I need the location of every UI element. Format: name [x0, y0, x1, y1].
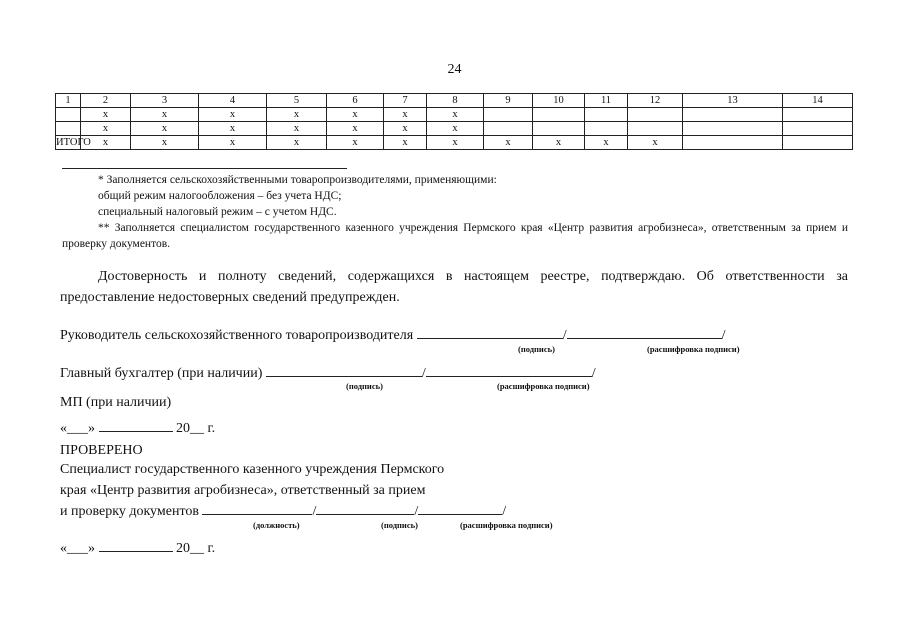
page-number: 24 [447, 62, 462, 77]
table-cell: х [199, 136, 267, 150]
table-cell: х [267, 136, 327, 150]
table-cell [56, 122, 81, 136]
accountant-decode-caption: (расшифровка подписи) [497, 381, 590, 391]
accountant-signature-decode-field[interactable] [426, 364, 592, 377]
table-total-row [56, 136, 853, 150]
table-cell: х [384, 122, 427, 136]
table-cell: х [81, 122, 131, 136]
table-cell [628, 108, 683, 122]
table-cell: х [384, 136, 427, 150]
date-line-2 [60, 539, 215, 557]
table-cell: 5 [267, 94, 327, 108]
footnote-1-general-regime: общий режим налогообложения – без учета НДС; [98, 190, 342, 202]
table-cell: х [267, 108, 327, 122]
date-quote-open: « [60, 541, 67, 556]
confirmation-statement: Достоверность и полноту сведений, содержащихся в настоящем реестре, подтверждаю. Об ответственности за предоставление недостоверных сведений предупрежден. [60, 269, 848, 305]
table-cell [56, 108, 81, 122]
date-month-field[interactable] [99, 539, 173, 552]
specialist-decode-field[interactable] [418, 502, 502, 515]
footnote-separator [62, 168, 347, 169]
head-decode-caption: (расшифровка подписи) [647, 344, 740, 354]
table-cell [783, 122, 853, 136]
table-row [56, 108, 853, 122]
table-cell [585, 122, 628, 136]
head-label: Руководитель сельскохозяйственного товаропроизводителя [60, 328, 414, 343]
table-cell [585, 108, 628, 122]
separator: / [502, 504, 507, 519]
table-cell [484, 108, 533, 122]
table-cell: ИТОГО [56, 137, 91, 148]
table-cell: 14 [783, 94, 853, 108]
date-quote-close: » [88, 421, 95, 436]
verified-specialist-line-3: и проверку документов [60, 504, 199, 519]
table-cell: х [327, 122, 384, 136]
registry-table-body [56, 94, 853, 150]
date-line-1 [60, 419, 215, 437]
table-cell: 6 [327, 94, 384, 108]
table-cell [533, 108, 585, 122]
table-cell: 8 [427, 94, 484, 108]
date-month-field[interactable] [99, 419, 173, 432]
table-cell: х [199, 108, 267, 122]
table-cell: х [533, 136, 585, 150]
table-cell: х [131, 108, 199, 122]
specialist-decode-caption: (расшифровка подписи) [460, 520, 553, 530]
table-cell: 3 [131, 94, 199, 108]
table-cell [683, 136, 783, 150]
head-signature-line [60, 326, 725, 344]
date-quote-open: « [60, 421, 67, 436]
verified-heading: ПРОВЕРЕНО [60, 443, 143, 458]
table-cell: 1 [56, 94, 81, 108]
date-year: 20__ г. [176, 541, 216, 556]
table-cell: 11 [585, 94, 628, 108]
accountant-signature-field[interactable] [266, 364, 422, 377]
date-day-blank: ___ [67, 541, 88, 556]
table-cell: х [81, 108, 131, 122]
date-day-blank: ___ [67, 421, 88, 436]
separator: / [591, 366, 596, 381]
table-cell: 2 [81, 94, 131, 108]
accountant-signature-line [60, 364, 596, 382]
table-cell: х [199, 122, 267, 136]
separator: / [421, 366, 426, 381]
table-header-row [56, 94, 853, 108]
separator: / [312, 504, 317, 519]
table-cell: х [327, 136, 384, 150]
seal-label: МП (при наличии) [60, 395, 172, 410]
table-row [56, 122, 853, 136]
table-cell: х [81, 136, 131, 150]
table-cell [683, 108, 783, 122]
accountant-label: Главный бухгалтер (при наличии) [60, 366, 263, 381]
table-cell: х [131, 122, 199, 136]
accountant-signature-caption: (подпись) [346, 381, 383, 391]
specialist-position-caption: (должность) [253, 520, 300, 530]
table-cell [628, 122, 683, 136]
table-cell: х [327, 108, 384, 122]
table-cell: х [384, 108, 427, 122]
footnote-1-special-regime: специальный налоговый режим – с учетом НДС. [98, 206, 337, 218]
table-cell: 7 [384, 94, 427, 108]
verified-specialist-line-1: Специалист государственного казенного учреждения Пермского [60, 462, 445, 477]
table-cell: х [131, 136, 199, 150]
table-cell: 13 [683, 94, 783, 108]
separator: / [414, 504, 419, 519]
table-cell: х [427, 122, 484, 136]
footnote-1: * Заполняется сельскохозяйственными товаропроизводителями, применяющими: [98, 174, 497, 186]
specialist-signature-caption: (подпись) [381, 520, 418, 530]
specialist-position-field[interactable] [202, 502, 312, 515]
separator: / [562, 328, 567, 343]
table-cell: 9 [484, 94, 533, 108]
table-cell: х [484, 136, 533, 150]
registry-table [55, 93, 853, 150]
verified-specialist-line-2: края «Центр развития агробизнеса», ответственный за прием [60, 483, 426, 498]
table-cell: х [267, 122, 327, 136]
date-quote-close: » [88, 541, 95, 556]
table-cell: х [427, 136, 484, 150]
head-signature-decode-field[interactable] [567, 326, 722, 339]
specialist-signature-field[interactable] [316, 502, 414, 515]
table-cell [484, 122, 533, 136]
footnotes [62, 172, 848, 252]
table-cell: х [585, 136, 628, 150]
head-signature-caption: (подпись) [518, 344, 555, 354]
table-cell: 12 [628, 94, 683, 108]
table-cell: х [628, 136, 683, 150]
head-signature-field[interactable] [417, 326, 563, 339]
verified-signature-line [60, 502, 506, 520]
table-cell: 4 [199, 94, 267, 108]
table-cell: 10 [533, 94, 585, 108]
table-cell [533, 122, 585, 136]
table-cell [783, 136, 853, 150]
table-cell [783, 108, 853, 122]
table-cell [683, 122, 783, 136]
table-cell: х [427, 108, 484, 122]
date-year: 20__ г. [176, 421, 216, 436]
footnote-2: ** Заполняется специалистом государственного казенного учреждения Пермского края «Центр развития агробизнеса», ответственным за прием и проверку документов. [62, 222, 848, 250]
separator: / [721, 328, 726, 343]
